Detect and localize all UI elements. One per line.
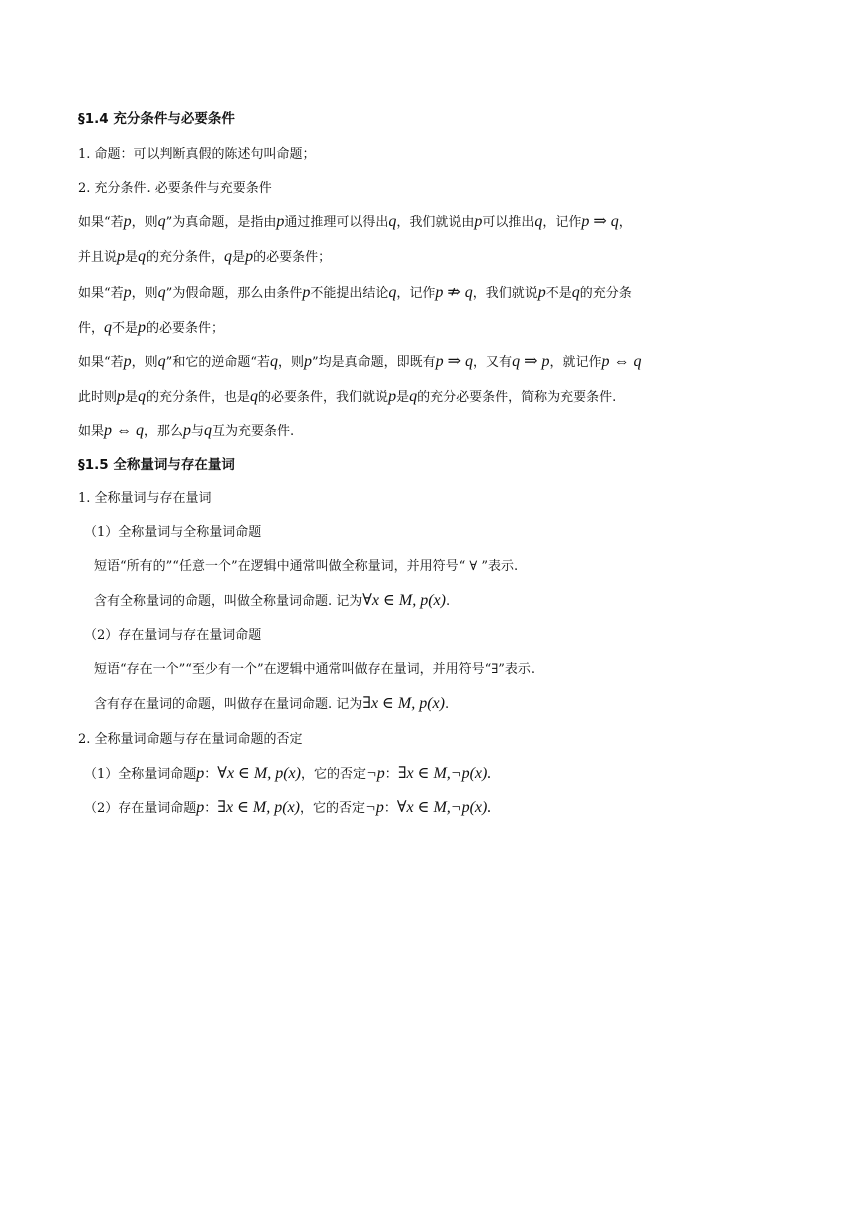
text: （1）全称量词命题 [84,767,197,782]
math-p: p [117,388,126,405]
para-iff-mutual [78,422,294,441]
text: ，记作 [396,286,436,301]
text: ，我们就说 [472,286,538,301]
para-false-proposition-cont [78,319,224,338]
math-q: q [157,284,166,301]
item-1-quantifiers: 1. 全称量词与存在量词 [78,491,212,506]
math-p: p [196,765,205,782]
math-p: p [245,248,254,265]
math-q: q [157,213,166,230]
text: ”均是真命题，即既有 [311,355,436,370]
text: 不是 [545,286,572,301]
text: ，它的否定 [300,801,366,816]
math-forall-expr: ∀x ∈ M, p(x) [217,765,301,782]
existential-definition: 短语“存在一个”“至少有一个”在逻辑中通常叫做存在量词，并用符号“∃”表示. [94,662,536,677]
item-2-negation: 2. 全称量词命题与存在量词命题的否定 [78,732,303,747]
text: 与 [191,424,205,439]
math-p-implies-q: p ⇒ q [435,353,474,370]
math-q: q [269,353,278,370]
math-p: p [302,284,311,301]
text: ： [383,801,397,816]
text: ，又有 [473,355,513,370]
math-forall-neg: ∀x ∈ M,¬p(x). [396,799,492,816]
text: 如果“若 [78,286,124,301]
text: 如果“若 [78,355,124,370]
text: 此时则 [78,390,118,405]
para-true-proposition [78,213,632,232]
math-not-p: ¬p [365,799,384,816]
text: ，则 [131,286,158,301]
text: ，则 [277,355,304,370]
item-2-conditions: 2. 充分条件. 必要条件与充要条件 [78,181,272,196]
text: ，记作 [542,215,582,230]
math-p: p [183,422,192,439]
para-true-proposition-cont [78,248,331,267]
math-p: p [196,799,205,816]
section-1-4-title: §1.4 充分条件与必要条件 [78,111,235,127]
math-q: q [224,248,233,265]
text: 的必要条件； [146,321,225,336]
text: . [444,697,450,712]
math-q: q [204,422,213,439]
math-p: p [388,388,397,405]
math-q: q [157,353,166,370]
section-1-5-title: §1.5 全称量词与存在量词 [78,457,235,473]
math-p-iff-q: p ⇔ q [601,353,642,370]
text: . [445,594,451,609]
math-p: p [138,319,147,336]
text: 不能提出结论 [310,286,389,301]
math-q: q [534,213,543,230]
text: ，则 [131,355,158,370]
universal-definition: 短语“所有的”“任意一个”在逻辑中通常叫做全称量词，并用符号“ ∀ ”表示. [94,559,519,574]
text: ： [204,801,218,816]
text: ”为假命题，那么由条件 [165,286,303,301]
text: 如果“若 [78,215,124,230]
text: 是 [125,250,139,265]
math-exists-expr: ∃x ∈ M, p(x) [217,799,301,816]
math-exists-expr: ∃x ∈ M, p(x) [362,695,445,712]
universal-notation [94,592,450,611]
text: 可以推出 [482,215,535,230]
text: ”和它的逆命题“若 [165,355,270,370]
text: 的必要条件，我们就说 [258,390,389,405]
sub-2-existential: （2）存在量词与存在量词命题 [84,628,262,643]
negation-universal [84,765,491,784]
text: ： [204,767,218,782]
math-q-implies-p: q ⇒ p [512,353,550,370]
text: 含有全称量词的命题，叫做全称量词命题. 记为 [94,594,363,609]
math-forall-expr: ∀x ∈ M, p(x) [362,592,446,609]
text: 不是 [112,321,139,336]
math-p: p [123,353,132,370]
text: 的充分必要条件，简称为充要条件. [417,390,617,405]
sub-1-universal: （1）全称量词与全称量词命题 [84,525,262,540]
math-exists-neg: ∃x ∈ M,¬p(x). [397,765,492,782]
math-p-implies-q: p ⇒ q [581,213,619,230]
existential-notation [94,695,449,714]
text: 并且说 [78,250,118,265]
math-q: q [138,388,147,405]
text: （2）存在量词命题 [84,801,197,816]
math-p: p [537,284,546,301]
text: ，那么 [144,424,184,439]
text: ”为真命题，是指由 [165,215,277,230]
text: ，它的否定 [300,767,366,782]
math-not-p: ¬p [366,765,385,782]
para-iff [78,353,641,372]
text: ： [384,767,398,782]
text: 是 [396,390,410,405]
text: ，就记作 [549,355,602,370]
text: 如果 [78,424,105,439]
math-q: q [388,284,397,301]
text: ，我们就说由 [396,215,475,230]
math-p: p [303,353,312,370]
para-iff-cont [78,388,616,407]
math-q: q [571,284,580,301]
math-p: p [123,213,132,230]
text: 通过推理可以得出 [284,215,389,230]
negation-existential [84,799,491,818]
math-p: p [123,284,132,301]
math-q: q [104,319,113,336]
math-q: q [250,388,259,405]
math-p: p [474,213,483,230]
math-p-iff-q: p ⇔ q [104,422,145,439]
math-p: p [276,213,285,230]
text: 的充分条 [579,286,632,301]
text: 是 [125,390,139,405]
math-p-not-implies-q: p ⇏ q [435,284,473,301]
text: 件， [78,321,105,336]
math-q: q [388,213,397,230]
text: 的必要条件； [253,250,332,265]
item-1-proposition: 1. 命题：可以判断真假的陈述句叫命题； [78,147,316,162]
text: ， [618,215,632,230]
para-false-proposition [78,284,632,303]
text: ，则 [131,215,158,230]
text: 的充分条件， [146,250,225,265]
text: 含有存在量词的命题，叫做存在量词命题. 记为 [94,697,363,712]
math-q: q [409,388,418,405]
text: 是 [232,250,246,265]
math-q: q [138,248,147,265]
math-p: p [117,248,126,265]
text: 的充分条件，也是 [146,390,251,405]
text: 互为充要条件. [212,424,295,439]
